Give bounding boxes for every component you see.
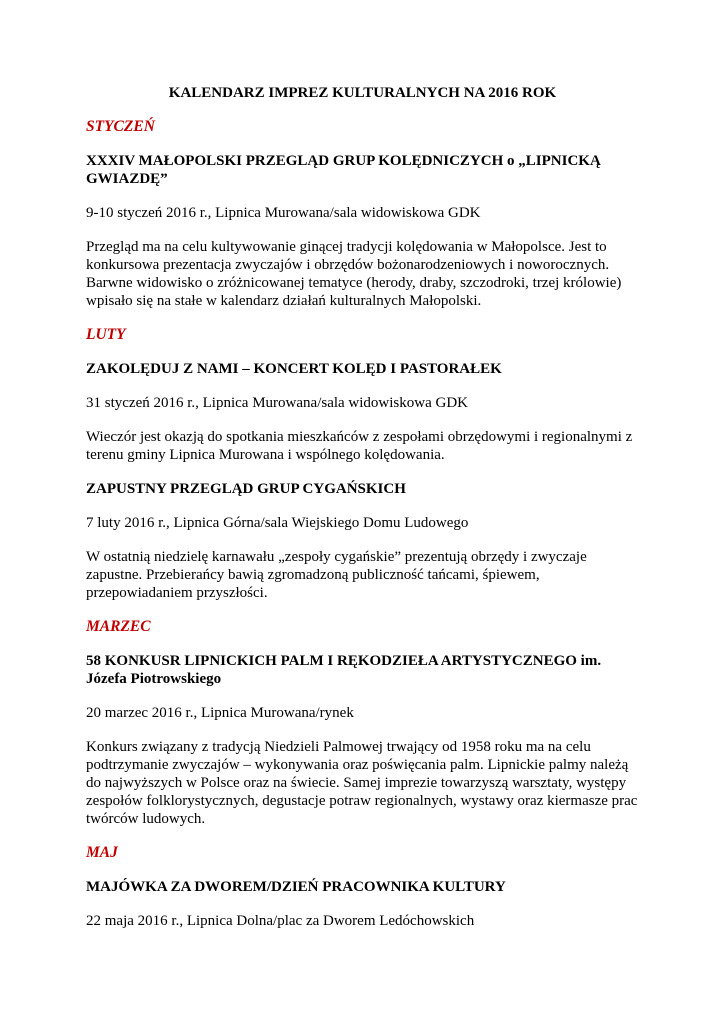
event-description: Przegląd ma na celu kultywowanie ginącej tradycji kolędowania w Małopolsce. Jest to konkursowa prezentacja zwyczajów i obrzędów bożonarodzeniowych i noworocznych. Barwne widowisko o zróżnicowanej tematyce (herody, draby, szczodroki, trzej królowie) wpisało się na stałe w kalendarz działań kulturalnych Małopolski. <box>86 239 622 309</box>
event-description: W ostatnią niedzielę karnawału „zespoły cygańskie” prezentują obrzędy i zwyczaje zapustne. Przebierańcy bawią zgromadzoną publiczność tańcami, śpiewem, przepowiadaniem przyszłości. <box>86 549 587 601</box>
month-heading-luty: LUTY <box>86 326 126 343</box>
event-title: MAJÓWKA ZA DWOREM/DZIEŃ PRACOWNIKA KULTURY <box>86 879 506 895</box>
event-title: XXXIV MAŁOPOLSKI PRZEGLĄD GRUP KOLĘDNICZYCH o „LIPNICKĄ GWIAZDĘ” <box>86 153 601 187</box>
event-title: ZAPUSTNY PRZEGLĄD GRUP CYGAŃSKICH <box>86 481 406 497</box>
event-date: 9-10 styczeń 2016 r., Lipnica Murowana/sala widowiskowa GDK <box>86 205 481 221</box>
event-description: Konkurs związany z tradycją Niedzieli Palmowej trwający od 1958 roku ma na celu podtrzymanie zwyczajów – wykonywania oraz poświęcania palm. Lipnickie palmy należą do najwyższych w Polsce oraz na świecie. Samej imprezie towarzyszą warsztaty, występy zespołów folklorystycznych, degustacje potraw regionalnych, wystawy oraz kiermasze prac twórców ludowych. <box>86 739 638 827</box>
event-date: 7 luty 2016 r., Lipnica Górna/sala Wiejskiego Domu Ludowego <box>86 515 469 531</box>
event-title: 58 KONKUSR LIPNICKICH PALM I RĘKODZIEŁA ARTYSTYCZNEGO im. Józefa Piotrowskiego <box>86 653 602 687</box>
month-heading-marzec: MARZEC <box>86 618 151 635</box>
event-date: 20 marzec 2016 r., Lipnica Murowana/rynek <box>86 705 354 721</box>
document-title: KALENDARZ IMPREZ KULTURALNYCH NA 2016 ROK <box>168 85 557 101</box>
month-heading-maj: MAJ <box>86 844 118 861</box>
event-date: 22 maja 2016 r., Lipnica Dolna/plac za Dworem Ledóchowskich <box>86 913 475 929</box>
event-date: 31 styczeń 2016 r., Lipnica Murowana/sala widowiskowa GDK <box>86 395 469 411</box>
month-heading-styczen: STYCZEŃ <box>86 118 155 135</box>
event-title: ZAKOLĘDUJ Z NAMI – KONCERT KOLĘD I PASTORAŁEK <box>86 361 502 377</box>
event-description: Wieczór jest okazją do spotkania mieszkańców z zespołami obrzędowymi i regionalnymi z terenu gminy Lipnica Murowana i wspólnego kolędowania. <box>86 429 633 463</box>
